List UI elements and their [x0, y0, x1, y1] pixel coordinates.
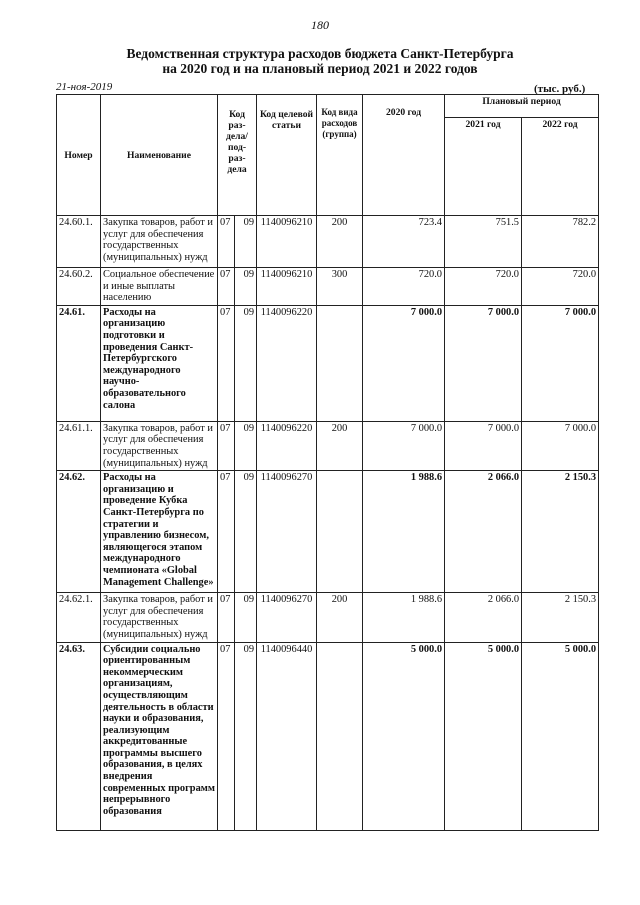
table-row — [57, 471, 599, 593]
table-row — [57, 268, 599, 306]
row-section: 07 — [218, 216, 235, 268]
row-kind-code: 300 — [317, 268, 363, 306]
row-target-code: 1140096270 — [257, 593, 317, 642]
row-section: 07 — [218, 305, 235, 421]
row-value-2022: 720.0 — [522, 268, 599, 306]
row-target-code: 1140096270 — [257, 471, 317, 593]
row-value-2020: 1 988.6 — [363, 593, 445, 642]
row-kind-code: 200 — [317, 216, 363, 268]
row-subsection: 09 — [235, 471, 257, 593]
row-value-2020: 7 000.0 — [363, 421, 445, 470]
row-value-2020: 5 000.0 — [363, 642, 445, 830]
row-value-2020: 723.4 — [363, 216, 445, 268]
row-section: 07 — [218, 593, 235, 642]
row-name: Социальное обеспечение и иные выплаты населению — [101, 268, 218, 306]
row-value-2022: 2 150.3 — [522, 593, 599, 642]
row-target-code: 1140096220 — [257, 421, 317, 470]
row-number: 24.63. — [57, 642, 101, 830]
row-name: Субсидии социально ориентированным некоммерческим организациям, осуществляющим деятельность в области науки и образования, реализующим аккредитованные программы высшего образования, в целях внедрения современных программ непрерывного образования — [101, 642, 218, 830]
row-section: 07 — [218, 471, 235, 593]
title-line-1: Ведомственная структура расходов бюджета Санкт-Петербурга — [126, 46, 514, 61]
row-kind-code — [317, 471, 363, 593]
header-section: Код раз-дела/ под-раз-дела — [218, 95, 257, 216]
row-number: 24.60.1. — [57, 216, 101, 268]
row-value-2021: 751.5 — [445, 216, 522, 268]
row-value-2021: 7 000.0 — [445, 305, 522, 421]
row-subsection: 09 — [235, 642, 257, 830]
row-value-2021: 720.0 — [445, 268, 522, 306]
header-kind: Код вида расходов (группа) — [317, 95, 363, 216]
header-planned: Плановый период — [445, 95, 599, 118]
table-row — [57, 593, 599, 642]
row-target-code: 1140096440 — [257, 642, 317, 830]
row-name: Закупка товаров, работ и услуг для обеспечения государственных (муниципальных) нужд — [101, 593, 218, 642]
row-section: 07 — [218, 642, 235, 830]
row-name: Закупка товаров, работ и услуг для обеспечения государственных (муниципальных) нужд — [101, 216, 218, 268]
units-label: (тыс. руб.) — [534, 83, 586, 95]
row-section: 07 — [218, 421, 235, 470]
row-section: 07 — [218, 268, 235, 306]
row-value-2022: 7 000.0 — [522, 421, 599, 470]
budget-table — [56, 94, 599, 831]
row-subsection: 09 — [235, 268, 257, 306]
row-subsection: 09 — [235, 216, 257, 268]
table-row — [57, 216, 599, 268]
row-value-2020: 720.0 — [363, 268, 445, 306]
table-row — [57, 642, 599, 830]
row-value-2021: 5 000.0 — [445, 642, 522, 830]
row-target-code: 1140096210 — [257, 216, 317, 268]
header-name: Наименование — [101, 95, 218, 216]
row-kind-code — [317, 642, 363, 830]
document-title — [0, 46, 640, 76]
row-value-2022: 7 000.0 — [522, 305, 599, 421]
row-value-2020: 7 000.0 — [363, 305, 445, 421]
row-number: 24.60.2. — [57, 268, 101, 306]
row-number: 24.61.1. — [57, 421, 101, 470]
row-number: 24.62.1. — [57, 593, 101, 642]
header-2022: 2022 год — [522, 117, 599, 215]
row-number: 24.62. — [57, 471, 101, 593]
header-2021: 2021 год — [445, 117, 522, 215]
page-number: 180 — [311, 18, 329, 32]
row-target-code: 1140096220 — [257, 305, 317, 421]
row-value-2022: 782.2 — [522, 216, 599, 268]
row-name: Расходы на организацию и проведение Кубка Санкт-Петербурга по стратегии и управлению бизнесом, являющегося этапом международного чемпионата «Global Management Challenge» — [101, 471, 218, 593]
row-value-2021: 7 000.0 — [445, 421, 522, 470]
row-subsection: 09 — [235, 593, 257, 642]
row-value-2022: 5 000.0 — [522, 642, 599, 830]
row-target-code: 1140096210 — [257, 268, 317, 306]
row-name: Закупка товаров, работ и услуг для обеспечения государственных (муниципальных) нужд — [101, 421, 218, 470]
header-target: Код целевой статьи — [257, 95, 317, 216]
row-value-2021: 2 066.0 — [445, 593, 522, 642]
table-row — [57, 421, 599, 470]
header-2020: 2020 год — [363, 95, 445, 216]
row-number: 24.61. — [57, 305, 101, 421]
header-number: Номер — [57, 95, 101, 216]
row-value-2021: 2 066.0 — [445, 471, 522, 593]
document-date: 21-ноя-2019 — [56, 81, 113, 93]
row-value-2022: 2 150.3 — [522, 471, 599, 593]
row-subsection: 09 — [235, 421, 257, 470]
title-line-2: на 2020 год и на плановый период 2021 и 2022 годов — [162, 61, 478, 76]
row-subsection: 09 — [235, 305, 257, 421]
row-value-2020: 1 988.6 — [363, 471, 445, 593]
row-name: Расходы на организацию подготовки и проведения Санкт-Петербургского международного научно-образовательного салона — [101, 305, 218, 421]
row-kind-code — [317, 305, 363, 421]
row-kind-code: 200 — [317, 421, 363, 470]
row-kind-code: 200 — [317, 593, 363, 642]
table-row — [57, 305, 599, 421]
